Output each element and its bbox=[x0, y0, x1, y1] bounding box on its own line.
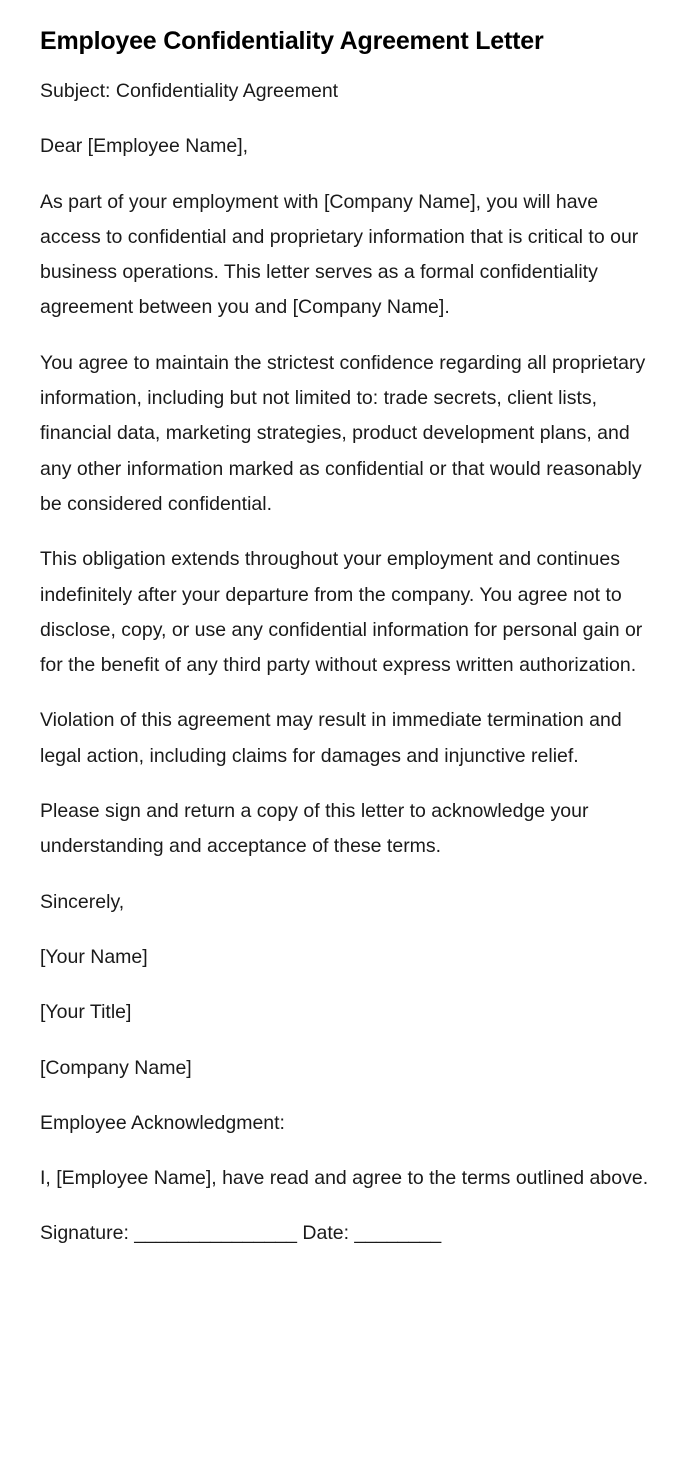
subject-line: Subject: Confidentiality Agreement bbox=[40, 80, 339, 102]
sender-company: [Company Name] bbox=[40, 1056, 192, 1079]
body-paragraph-employment: As part of your employment with [Company Name], you will have access to confidential and proprietary information that is critical to our business operations. This letter serves as a formal confidentiality agreement between you and [Company Name]. bbox=[40, 190, 639, 319]
acknowledgment-heading: Employee Acknowledgment: bbox=[40, 1111, 285, 1134]
body-paragraph-obligations: You agree to maintain the strictest confidence regarding all proprietary information, including but not limited to: trade secrets, client lists, financial data, marketing strategies, product development plans, and any other information marked as confidential or that would reasonably be considered confidential. bbox=[40, 351, 646, 515]
body-paragraph-return: Please sign and return a copy of this letter to acknowledge your understanding and acceptance of these terms. bbox=[40, 800, 589, 858]
sender-name: [Your Name] bbox=[40, 945, 148, 968]
salutation: Dear [Employee Name], bbox=[40, 135, 249, 158]
body-paragraph-duration: This obligation extends throughout your employment and continues indefinitely after your departure from the company. You agree not to disclose, copy, or use any confidential information for personal gain or for the benefit of any third party without express written authorization. bbox=[40, 548, 643, 677]
acknowledgment-text: I, [Employee Name], have read and agree to the terms outlined above. bbox=[40, 1167, 649, 1190]
signature-date-line: Signature: _______________ Date: ________ bbox=[40, 1222, 442, 1245]
sender-title: [Your Title] bbox=[40, 1001, 132, 1024]
letter-title: Employee Confidentiality Agreement Letter bbox=[40, 27, 544, 55]
body-paragraph-violation: Violation of this agreement may result in immediate termination and legal action, including claims for damages and injunctive relief. bbox=[40, 709, 622, 767]
closing: Sincerely, bbox=[40, 890, 125, 913]
